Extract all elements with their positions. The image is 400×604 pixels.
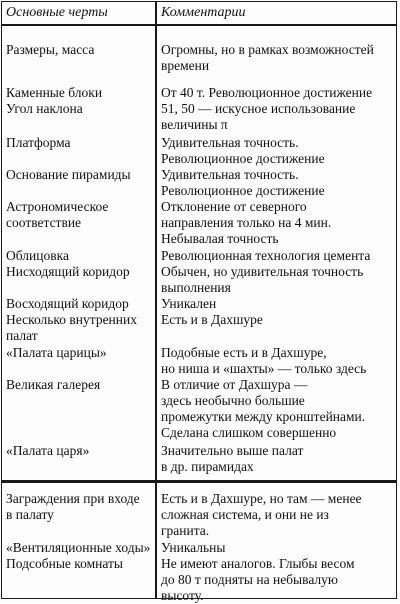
feature-cell: Великая галерея: [6, 377, 101, 392]
feature-cell: «Вентиляционные ходы»: [6, 540, 151, 555]
comment-cell: Значительно выше палат в др. пирамидах: [161, 443, 304, 474]
header-features: Основные черты: [6, 5, 108, 20]
column-divider: [155, 1, 157, 599]
comment-cell: От 40 т. Революционное достижение 51, 50 — искусное использование величины π: [161, 85, 373, 132]
comment-cell: Удивительная точность. Революционное достижение: [161, 135, 325, 166]
comment-cell: В отличие от Дахшура — здесь необычно большие промежутки между кронштейнами. Сделана слишком совершенно: [161, 377, 366, 440]
comment-cell: Удивительная точность. Революционное достижение: [161, 167, 325, 198]
comment-cell: Есть и в Дахшуре: [161, 312, 263, 327]
feature-cell: Восходящий коридор: [6, 296, 129, 311]
feature-cell: Облицовка: [6, 248, 69, 263]
comment-cell: Уникален: [161, 296, 217, 311]
comment-cell: Обычен, но удивительная точность выполнения: [161, 264, 364, 295]
comment-cell: Революционная технология цемента: [161, 248, 371, 263]
feature-cell: Подсобные комнаты: [6, 556, 123, 571]
feature-cell: Размеры, масса: [6, 42, 95, 57]
feature-cell: «Палата царя»: [6, 443, 90, 458]
header-divider: [1, 24, 397, 26]
section-divider: [1, 480, 397, 483]
header-comments: Комментарии: [161, 5, 246, 20]
feature-cell: Основание пирамиды: [6, 167, 131, 182]
feature-cell: Каменные блоки Угол наклона: [6, 85, 103, 116]
comment-cell: Есть и в Дахшуре, но там — менее сложная система, и они не из гранита.: [161, 491, 362, 538]
feature-cell: Нисходящий коридор: [6, 264, 130, 279]
feature-cell: Платформа: [6, 135, 71, 150]
comment-cell: Не имеют аналогов. Глыбы весом до 80 т подняты на небывалую высоту.: [161, 556, 355, 603]
comment-cell: Уникальны: [161, 540, 226, 555]
feature-cell: Астрономическое соответствие: [6, 199, 109, 230]
comment-cell: Подобные есть и в Дахшуре, но ниша и «шахты» — только здесь: [161, 345, 367, 376]
comment-cell: Отклонение от северного направления только на 4 мин. Небывалая точность: [161, 199, 332, 246]
feature-cell: «Палата царицы»: [6, 345, 107, 360]
comment-cell: Огромны, но в рамках возможностей времени: [161, 42, 374, 73]
feature-cell: Заграждения при входе в палату: [6, 491, 140, 522]
feature-cell: Несколько внутренних палат: [6, 312, 137, 343]
